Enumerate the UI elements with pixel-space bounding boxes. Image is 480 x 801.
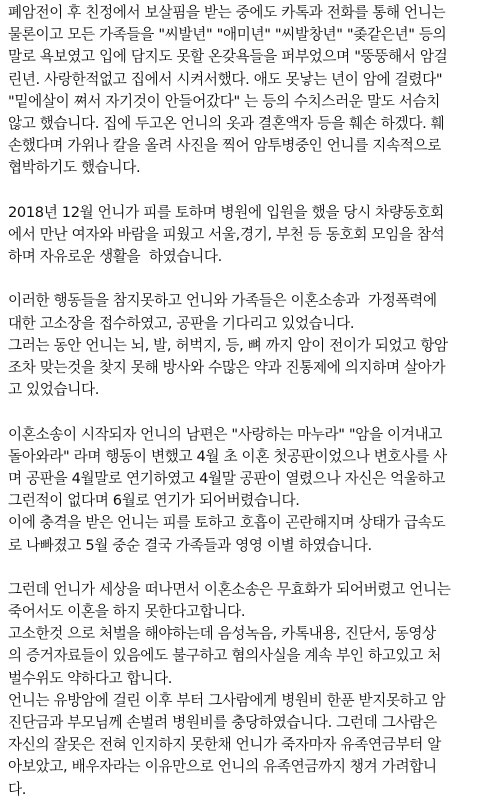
- paragraph: [8, 2, 476, 180]
- text-line: 돌아와라" 라며 행동이 변했고 4월 초 이혼 첫공판이었으나 변호사를 사: [8, 447, 447, 465]
- text-line: 말로 욕보였고 입에 담지도 못할 온갖욕들을 퍼부었으며 "뚱뚱해서 암걸: [8, 48, 448, 66]
- paragraph-gap: [8, 268, 476, 290]
- text-line: 벌수위도 약하다고 합니다.: [8, 669, 173, 687]
- paragraph-gap: [8, 401, 476, 423]
- text-line: 의 증거자료들이 있음에도 불구하고 혐의사실을 계속 부인 하고있고 처: [8, 647, 441, 665]
- text-line: 대한 고소장을 접수하였고, 공판을 기다리고 있었습니다.: [8, 314, 355, 332]
- text-line: 자신의 잘못은 전혀 인지하지 못한채 언니가 죽자마자 유족연금부터 알: [8, 736, 441, 754]
- text-line: 고 있었습니다.: [8, 381, 100, 399]
- text-line: 그러는 동안 언니는 뇌, 발, 허벅지, 등, 뼈 까지 암이 전이가 되었고 항암: [8, 336, 448, 354]
- text-line: 죽어서도 이혼을 하지 못한다고합니다.: [8, 603, 246, 621]
- text-line: 그런적이 없다며 6월로 연기가 되어버렸습니다.: [8, 492, 300, 510]
- paragraph-gap: [8, 557, 476, 579]
- text-line: 2018년 12월 언니가 피를 토하며 병원에 입원을 했을 당시 차량동호회: [8, 203, 444, 221]
- document-body: [8, 2, 476, 801]
- paragraph: [8, 290, 476, 401]
- text-line: 폐암전이 후 친정에서 보살핌을 받는 중에도 카톡과 전화를 통해 언니는: [8, 4, 446, 21]
- text-line: 이에 충격을 받은 언니는 피를 토하고 호흡이 곤란해지며 상태가 급속도: [8, 514, 446, 532]
- text-line: 물론이고 모든 가족들을 "씨발년" "애미년" "씨발창년" "좆같은년" 등의: [8, 26, 447, 44]
- text-line: 협박하기도 했습니다.: [8, 159, 141, 177]
- text-line: 고소한것 으로 처벌을 해야하는데 음성녹음, 카톡내용, 진단서, 동영상: [8, 625, 436, 643]
- text-line: "밑에살이 쪄서 자기것이 안들어갔다" 는 등의 수치스러운 말도 서슴치: [8, 92, 440, 110]
- paragraph: [8, 424, 476, 557]
- text-line: 이러한 행동들을 참지못하고 언니와 가족들은 이혼소송과 가정폭력에: [8, 292, 437, 310]
- text-line: 로 나빠졌고 5월 중순 결국 가족들과 영영 이별 하였습니다.: [8, 536, 372, 554]
- paragraph-gap: [8, 180, 476, 202]
- text-line: 손했다며 가위나 칼을 올려 사진을 찍어 암투병중인 언니를 지속적으로: [8, 137, 441, 155]
- text-line: 않고 했습니다. 집에 두고온 언니의 옷과 결혼액자 등을 훼손 하겠다. 훼: [8, 114, 445, 132]
- paragraph: [8, 579, 476, 801]
- text-line: 이혼소송이 시작되자 언니의 남편은 "사랑하는 마누라" "암을 이겨내고: [8, 425, 443, 443]
- text-line: 그런데 언니가 세상을 떠나면서 이혼소송은 무효화가 되어버렸고 언니는: [8, 580, 451, 598]
- text-line: 아보았고, 배우자라는 이유만으로 언니의 유족연금까지 챙겨 가려합니: [8, 758, 437, 776]
- text-line: 하며 자유로운 생활을 하였습니다.: [8, 248, 222, 266]
- text-line: 며 공판을 4월말로 연기하였고 4월말 공판이 열렸으나 자신은 억울하고: [8, 469, 446, 487]
- text-line: 조차 맞는것을 찾지 못해 방사와 수많은 약과 진통제에 의지하며 살아가: [8, 359, 446, 376]
- text-line: 언니는 유방암에 걸린 이후 부터 그사람에게 병원비 한푼 받지못하고 암: [8, 691, 446, 709]
- text-line: 진단금과 부모님께 손벌려 병원비를 충당하였습니다. 그런데 그사람은: [8, 714, 437, 731]
- text-line: 다.: [8, 780, 27, 798]
- text-line: 린년. 사랑한적없고 집에서 시켜서했다. 애도 못낳는 년이 암에 걸렸다": [8, 70, 443, 88]
- text-line: 에서 만난 여자와 바람을 피웠고 서울,경기, 부천 등 동호회 모임을 참석: [8, 225, 445, 243]
- paragraph: [8, 202, 476, 269]
